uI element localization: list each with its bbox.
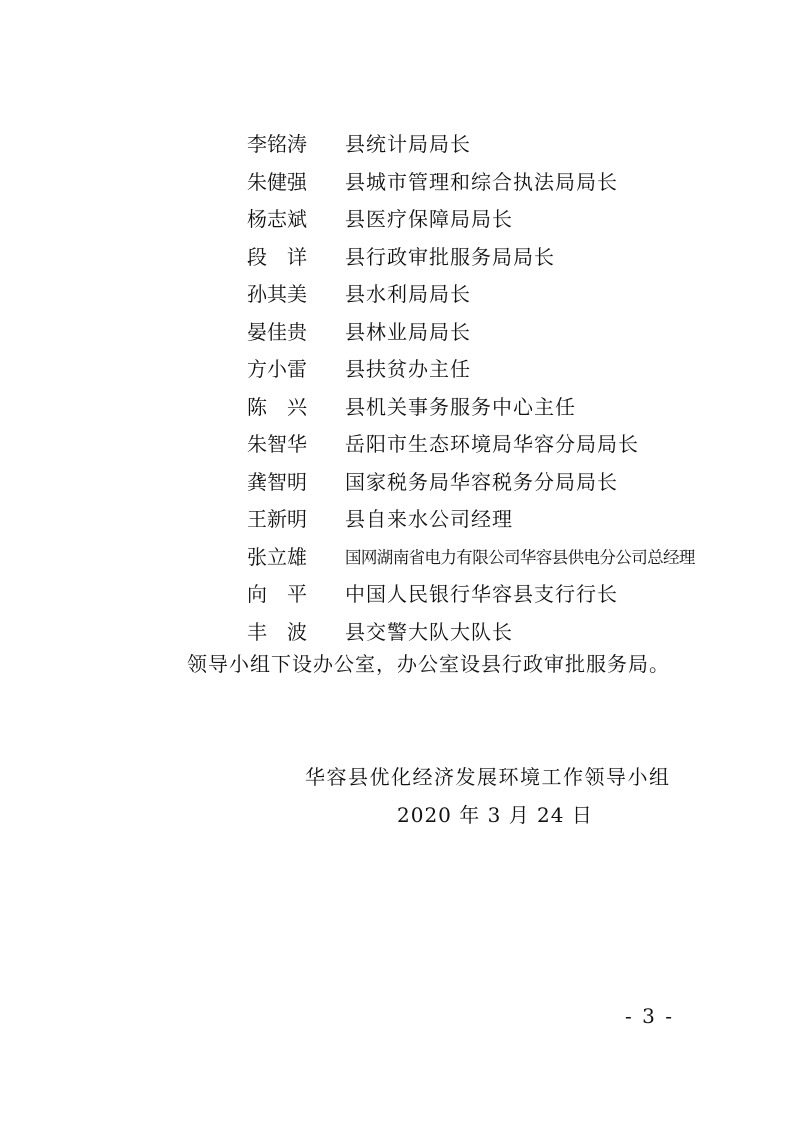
member-title: 县行政审批服务局局长	[345, 244, 555, 269]
member-title: 县城市管理和综合执法局局长	[345, 169, 618, 194]
signature-organization: 华容县优化经济发展环境工作领导小组	[305, 765, 671, 789]
member-title: 县交警大队大队长	[345, 619, 513, 644]
member-row	[247, 614, 727, 652]
office-note: 领导小组下设办公室，办公室设县行政审批服务局。	[187, 652, 670, 676]
member-row	[247, 239, 727, 277]
member-title: 国家税务局华容税务分局局长	[345, 469, 618, 494]
member-row	[247, 389, 727, 427]
signature-date: 2020 年 3 月 24 日	[397, 803, 593, 827]
member-row	[247, 164, 727, 202]
member-name: 向 平	[247, 582, 307, 606]
member-title: 县林业局局长	[345, 319, 471, 344]
member-title: 县机关事务服务中心主任	[345, 394, 576, 419]
page-number: - 3 -	[625, 1004, 674, 1028]
member-title: 岳阳市生态环境局华容分局局长	[345, 432, 639, 456]
member-row	[247, 126, 727, 164]
member-name: 李铭涛	[247, 132, 307, 156]
member-name: 朱健强	[247, 169, 307, 194]
member-row	[247, 576, 727, 614]
member-title: 国网湖南省电力有限公司华容县供电分公司总经理	[345, 547, 695, 567]
member-list	[247, 126, 727, 651]
member-row	[247, 276, 727, 314]
member-name: 丰 波	[247, 619, 307, 644]
member-row	[247, 351, 727, 389]
member-row	[247, 314, 727, 352]
member-title: 县水利局局长	[345, 282, 471, 306]
member-title: 县自来水公司经理	[345, 507, 513, 531]
member-name: 张立雄	[247, 544, 307, 569]
member-name: 朱智华	[247, 432, 307, 456]
member-name: 陈 兴	[247, 394, 307, 419]
member-title: 中国人民银行华容县支行行长	[345, 582, 618, 606]
member-name: 孙其美	[247, 282, 307, 306]
member-name: 杨志斌	[247, 207, 307, 231]
member-name: 晏佳贵	[247, 319, 307, 344]
member-row	[247, 539, 727, 577]
member-name: 龚智明	[247, 469, 307, 494]
member-row	[247, 426, 727, 464]
member-name: 王新明	[247, 507, 307, 531]
member-row	[247, 201, 727, 239]
member-title: 县扶贫办主任	[345, 357, 471, 381]
member-title: 县统计局局长	[345, 132, 471, 156]
member-title: 县医疗保障局局长	[345, 207, 513, 231]
member-row	[247, 464, 727, 502]
member-row	[247, 501, 727, 539]
member-name: 段 详	[247, 244, 307, 269]
member-name: 方小雷	[247, 357, 307, 381]
